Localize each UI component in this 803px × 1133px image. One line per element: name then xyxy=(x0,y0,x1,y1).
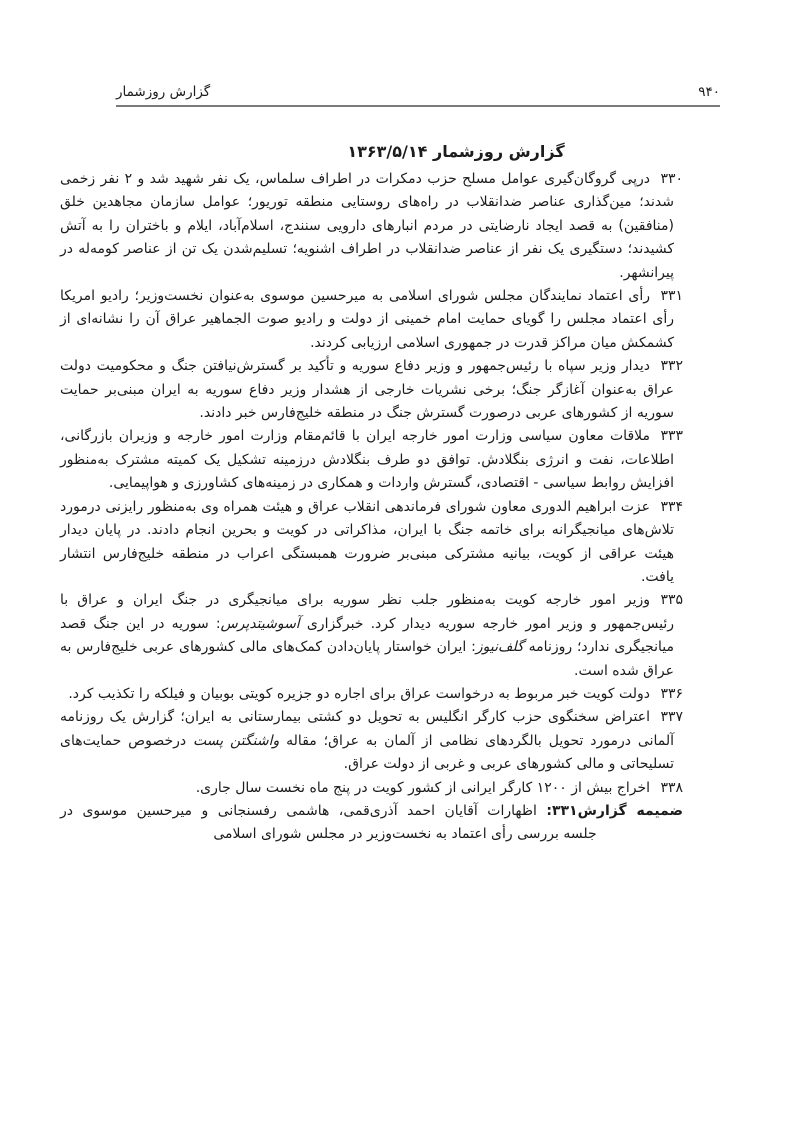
report-entry xyxy=(60,425,683,495)
entry-text: ملاقات معاون سیاسی وزارت امور خارجه ایران با قائم‌مقام وزارت امور خارجه و وزیران بازرگانی، اطلاعات، نفت و انرژی بنگلادش. توافق دو طرف بنگلادش درزمینه تشکیل یک کمیته مشترک به‌منظور افزایش روابط سیاسی - اقتصادی، گسترش واردات و همکاری در زمینه‌های کشاورزی و هواپیمایی. xyxy=(60,428,674,492)
appendix-label: ضمیمه گزارش۳۳۱: xyxy=(546,802,684,819)
entry-number: ۳۳۵ xyxy=(660,592,683,609)
report-body xyxy=(60,168,684,847)
entry-text: اعتراض سخنگوی حزب کارگر انگلیس به تحویل دو کشتی بیمارستانی به ایران؛ گزارش یک روزنامه آلمانی درمورد تحویل بالگردهای نظامی از آلمان به عراق؛ مقاله واشنگتن پست درخصوص حمایت‌های تسلیحاتی و مالی کشورهای عربی و غربی از دولت عراق. xyxy=(60,709,674,773)
entry-text: دولت کویت خبر مربوط به درخواست عراق برای اجاره دو جزیره کویتی بوبیان و فیلکه را تکذیب کرد. xyxy=(68,685,650,702)
entry-text: دیدار وزیر سپاه با رئیس‌جمهور و وزیر دفاع سوریه و تأکید بر گسترش‌نیافتن جنگ و محکومیت دولت عراق به‌عنوان آغازگر جنگ؛ برخی نشریات خارجی از هشدار وزیر دفاع سوریه به ایران مبنی‌بر حمایت سوریه از کشورهای عربی درصورت گسترش جنگ در منطقه خلیج‌فارس خبر دادند. xyxy=(60,358,674,422)
report-entry xyxy=(60,496,683,590)
report-entry xyxy=(60,285,683,355)
entry-text: اخراج بیش از ۱۲۰۰ کارگر ایرانی از کشور کویت در پنج ماه نخست سال جاری. xyxy=(195,779,650,796)
appendix-line xyxy=(60,800,683,823)
report-entry xyxy=(60,168,683,285)
entry-number: ۳۳۱ xyxy=(660,288,683,305)
entry-number: ۳۳۶ xyxy=(660,685,683,702)
entry-number: ۳۳۲ xyxy=(660,358,683,375)
appendix xyxy=(60,800,684,847)
entry-text: وزیر امور خارجه کویت به‌منظور جلب نظر سوریه برای میانجیگری در جنگ ایران و عراق با رئیس‌جمهور و وزیر امور خارجه سوریه دیدار کرد. خبرگزاری آسوشیتدپرس: سوریه در این جنگ قصد میانجیگری ندارد؛ روزنامه گلف‌نیوز: ایران خواستار پایان‌دادن کمک‌های مالی کشورهای عربی خلیج‌فارس به عراق شده است. xyxy=(60,592,674,679)
running-title: گزارش روزشمار xyxy=(116,84,211,100)
report-entry xyxy=(60,589,683,683)
entry-number: ۳۳۸ xyxy=(660,779,683,796)
report-title: گزارش روزشمار ۱۳۶۳/۵/۱۴ xyxy=(347,142,565,161)
entry-number: ۳۳۴ xyxy=(660,498,683,515)
entry-number: ۳۳۷ xyxy=(660,709,683,726)
entry-text: رأی اعتماد نمایندگان مجلس شورای اسلامی به میرحسین موسوی به‌عنوان نخست‌وزیر؛ رادیو امریکا رأی اعتماد مجلس را گویای حمایت امام خمینی از دولت و رادیو صوت الجماهیر عراق آن را نشانه‌ای از کشمکش میان مراکز قدرت در جمهوری اسلامی ارزیابی کردند. xyxy=(60,288,674,351)
report-entry xyxy=(60,683,683,706)
report-entry xyxy=(60,777,683,800)
appendix-continuation: جلسه بررسی رأی اعتماد به نخست‌وزیر در مجلس شورای اسلامی xyxy=(213,826,597,843)
entry-text: عزت ابراهیم الدوری معاون شورای فرماندهی انقلاب عراق و هیئت همراه وی به‌منظور رایزنی درمورد تلاش‌های میانجیگرانه برای خاتمه جنگ با ایران، مذاکراتی در کویت و بحرین انجام دادند. در پایان دیدار هیئت عراقی از کویت، بیانیه مشترکی مبنی‌بر ضرورت همبستگی اعراب در منطقه خلیج‌فارس انتشار یافت. xyxy=(60,498,674,585)
report-entry xyxy=(60,706,683,776)
appendix-text: اظهارات آقایان احمد آذری‌قمی، هاشمی رفسنجانی و میرحسین موسوی در xyxy=(60,802,537,819)
page-number: ۹۴۰ xyxy=(698,84,720,100)
page-header xyxy=(116,84,720,107)
report-entry xyxy=(60,355,683,425)
entries-list xyxy=(60,168,683,800)
entry-number: ۳۳۰ xyxy=(660,171,683,187)
entry-text: درپی گروگان‌گیری عوامل مسلح حزب دمکرات در اطراف سلماس، یک نفر شهید شد و ۲ نفر زخمی شدند؛ مین‌گذاری عناصر ضدانقلاب در راه‌های روستایی منطقه توریور؛ عوامل سازمان مجاهدین خلق (منافقین) به قصد ایجاد نارضایتی در مردم انبارهای دارویی سنندج، اسلام‌آباد، ایلام و باختران را به آتش کشیدند؛ دستگیری یک نفر از عناصر ضدانقلاب در اطراف اشنویه؛ تسلیم‌شدن یک تن از عناصر کومه‌له در پیرانشهر. xyxy=(60,171,674,281)
entry-number: ۳۳۳ xyxy=(660,428,683,445)
